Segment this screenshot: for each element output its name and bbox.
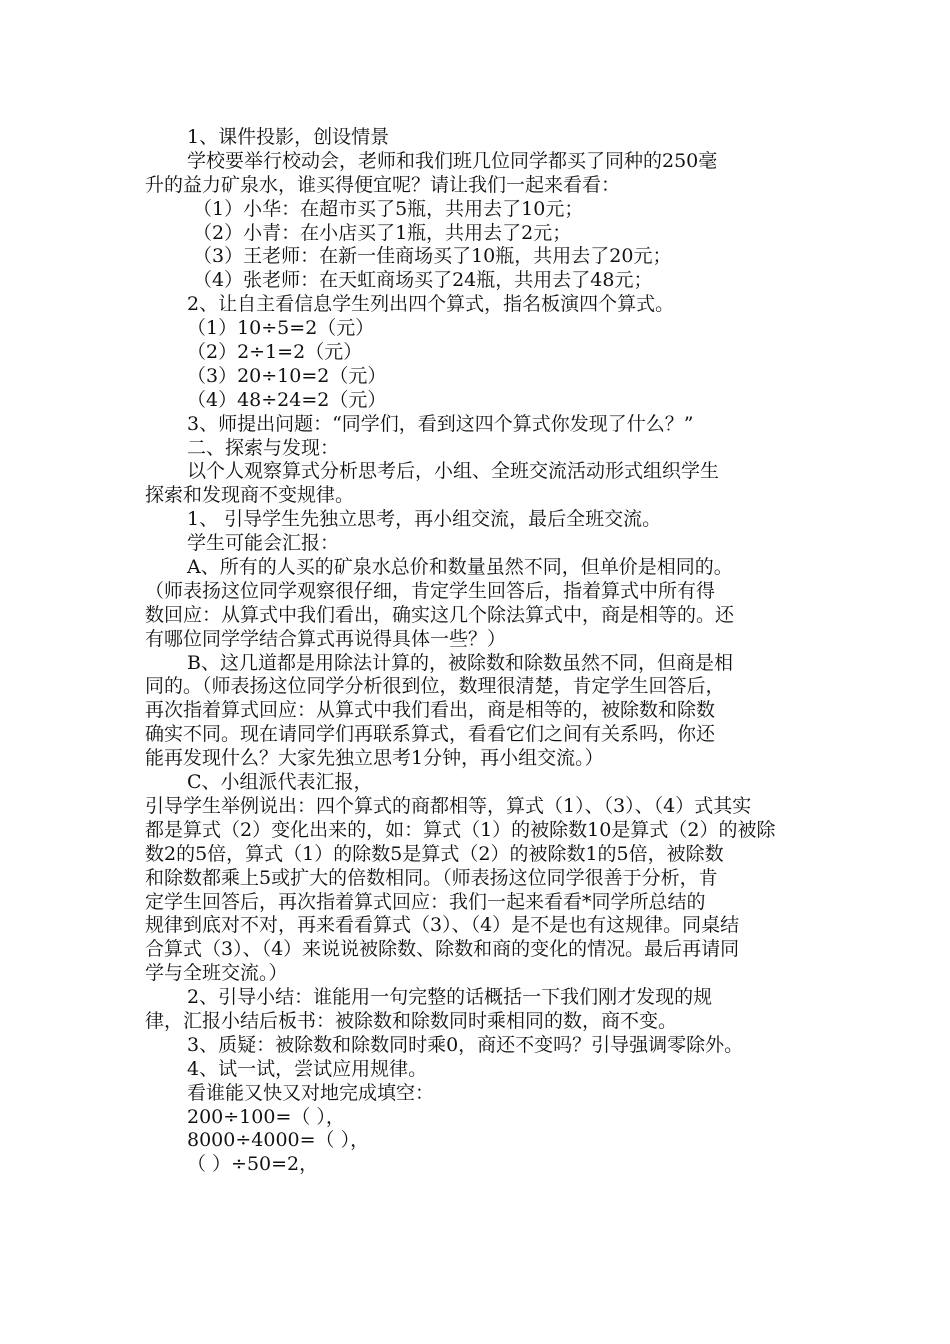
text-line: 3、质疑：被除数和除数同时乘0，商还不变吗？引导强调零除外。 [187, 1033, 744, 1056]
text-line: 都是算式（2）变化出来的，如：算式（1）的被除数10是算式（2）的被除 [145, 818, 776, 841]
text-line: （4）48÷24=2（元） [187, 388, 387, 411]
text-line: B、这几道都是用除法计算的，被除数和除数虽然不同，但商是相 [187, 651, 733, 674]
text-line: 学校要举行校动会，老师和我们班几位同学都买了同种的250毫 [187, 149, 718, 172]
text-line: 4、试一试，尝试应用规律。 [187, 1057, 428, 1080]
text-line: 1、 引导学生先独立思考，再小组交流，最后全班交流。 [187, 508, 662, 531]
text-line: 数回应：从算式中我们看出，确实这几个除法算式中，商是相等的。还 [145, 603, 735, 626]
text-line: 学生可能会汇报： [187, 532, 340, 555]
text-line: （ ）÷50=2， [187, 1153, 319, 1176]
text-line: 看谁能又快又对地完成填空： [187, 1081, 435, 1104]
text-line: 以个人观察算式分析思考后，小组、全班交流活动形式组织学生 [187, 460, 720, 483]
text-line: 规律到底对不对，再来看看算式（3）、（4）是不是也有这规律。同桌结 [145, 914, 740, 937]
text-line: （3）王老师：在新一佳商场买了10瓶，共用去了20元； [193, 245, 672, 268]
text-line: 探索和发现商不变规律。 [145, 484, 355, 507]
text-line: 2、引导小结：谁能用一句完整的话概括一下我们刚才发现的规 [187, 986, 713, 1009]
text-line: 有哪位同学学结合算式再说得具体一些？） [145, 627, 507, 650]
text-line: 3、师提出问题：“同学们，看到这四个算式你发现了什么？” [187, 412, 694, 435]
text-line: 确实不同。现在请同学们再联系算式，看看它们之间有关系吗，你还 [145, 723, 716, 746]
text-line: （1）10÷5=2（元） [187, 317, 375, 340]
text-line: 2、让自主看信息学生列出四个算式，指名板演四个算式。 [187, 293, 675, 316]
text-line: 200÷100=（ ）， [187, 1105, 345, 1128]
text-line: 引导学生举例说出：四个算式的商都相等，算式（1）、（3）、（4）式其实 [145, 794, 752, 817]
text-line: 定学生回答后，再次指着算式回应：我们一起来看看*同学所总结的 [145, 890, 706, 913]
text-line: （师表扬这位同学观察很仔细，肯定学生回答后，指着算式中所有得 [145, 579, 716, 602]
text-line: 能再发现什么？大家先独立思考1分钟，再小组交流。） [145, 747, 604, 770]
text-line: 和除数都乘上5或扩大的倍数相同。（师表扬这位同学很善于分析，肯 [145, 866, 718, 889]
text-line: 同的。（师表扬这位同学分析很到位，数理很清楚，肯定学生回答后， [145, 675, 725, 698]
text-line: （3）20÷10=2（元） [187, 364, 387, 387]
text-line: 学与全班交流。） [145, 962, 288, 985]
text-line: 合算式（3）、（4）来说说被除数、除数和商的变化的情况。最后再请同 [145, 938, 740, 961]
text-line: 1、课件投影，创设情景 [187, 126, 390, 148]
text-line: 二、探索与发现： [187, 436, 340, 459]
text-line: （2）小青：在小店买了1瓶，共用去了2元； [193, 221, 572, 244]
text-line: （2）2÷1=2（元） [187, 341, 363, 364]
text-line: 律，汇报小结后板书：被除数和除数同时乘相同的数，商不变。 [145, 1009, 678, 1032]
text-line: （1）小华：在超市买了5瓶，共用去了10元； [193, 197, 584, 220]
text-line: A、所有的人买的矿泉水总价和数量虽然不同，但单价是相同的。 [187, 556, 733, 579]
text-line: 再次指着算式回应：从算式中我们看出，商是相等的，被除数和除数 [145, 699, 716, 722]
text-line: 8000÷4000=（ ）， [187, 1129, 370, 1152]
text-line: C、小组派代表汇报， [187, 771, 373, 794]
text-line: 升的益力矿泉水，谁买得便宜呢？请让我们一起来看看： [145, 173, 621, 196]
text-line: （4）张老师：在天虹商场买了24瓶，共用去了48元； [193, 269, 653, 292]
document-body [145, 126, 815, 1177]
text-line: 数2的5倍，算式（1）的除数5是算式（2）的被除数1的5倍，被除数 [145, 842, 724, 865]
